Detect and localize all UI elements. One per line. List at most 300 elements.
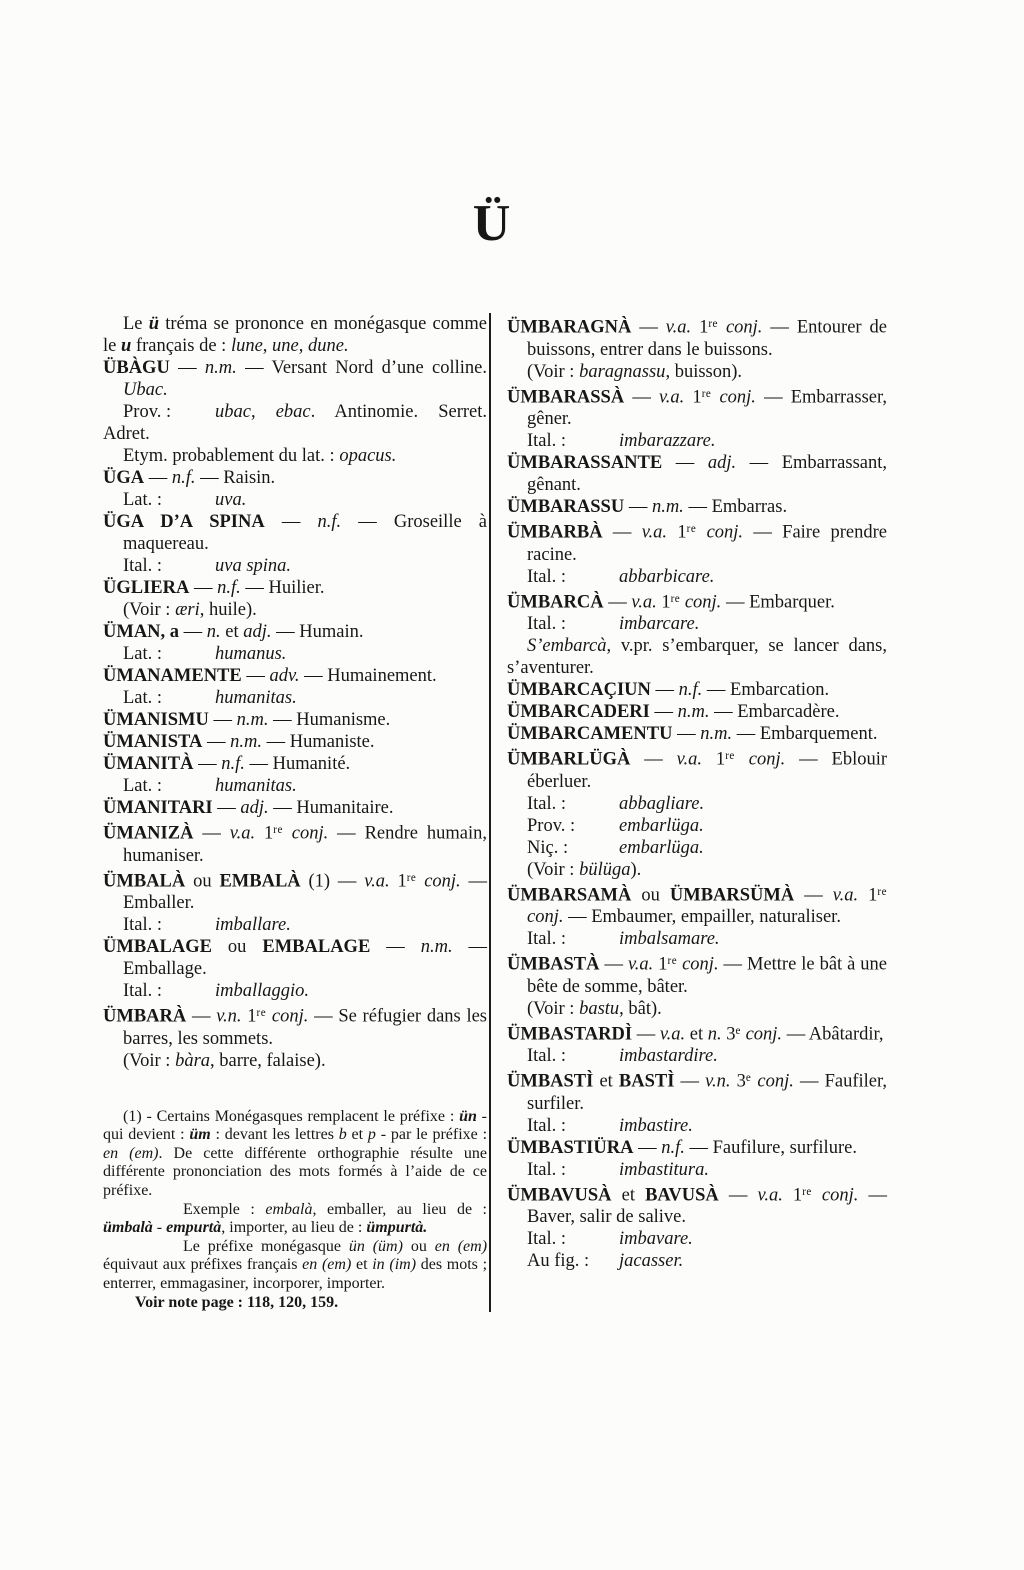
text-segment: v.a. [659, 1024, 686, 1045]
text-segment: Ital. : [527, 1229, 567, 1250]
text-segment: — [186, 1006, 217, 1027]
text-segment: Prov. : [123, 402, 172, 422]
text-segment: v.a. [832, 885, 859, 906]
text-segment: — [624, 387, 659, 408]
text-segment: conj. [291, 823, 329, 844]
headword: ÜMANIZÀ [103, 823, 194, 844]
dictionary-entry [103, 511, 487, 555]
text-segment: v.n. [216, 1006, 242, 1027]
left-column-entries [103, 313, 487, 1072]
text-segment: (1) — [300, 871, 365, 892]
text-segment: re [725, 750, 735, 763]
text-segment: empurtà [166, 1219, 222, 1237]
text-segment: n. [206, 622, 221, 642]
text-segment: — Baver, salir de salive. [527, 1185, 888, 1228]
text-segment: Voir note page : 118, 120, 159. [135, 1293, 339, 1311]
text-segment: re [686, 523, 697, 536]
text-segment: 1 [653, 954, 668, 975]
text-segment: et [611, 1185, 646, 1206]
text-segment: ü [148, 314, 160, 334]
text-segment: ou [631, 885, 670, 906]
text-segment: — Embarrassant, gênant. [527, 453, 888, 496]
text-segment: Ital. : [527, 614, 567, 635]
text-segment: v.a. [364, 871, 390, 892]
text-segment: — [794, 885, 833, 906]
text-segment [696, 523, 706, 543]
text-segment: conj. [821, 1185, 859, 1206]
text-segment: conj. [745, 1024, 783, 1045]
text-segment: : devant les lettres [210, 1126, 339, 1144]
text-segment: v.a. [658, 387, 685, 408]
text-segment: abbarbicare. [619, 566, 715, 587]
text-segment: — Embarcadère. [709, 702, 840, 723]
text-segment: conj. [424, 871, 461, 892]
text-segment: ümbalà [103, 1219, 153, 1237]
text-segment: uva spina. [215, 556, 292, 576]
text-segment: re [802, 1185, 812, 1198]
text-segment: — Humanité. [244, 754, 351, 774]
text-segment: — [144, 468, 172, 488]
text-segment: n.f. [171, 468, 196, 488]
dictionary-entry [103, 621, 487, 643]
dictionary-entry [507, 701, 887, 723]
headword: ÜMBARASSANTE [507, 453, 663, 474]
text-segment: BASTÌ [618, 1071, 675, 1092]
text-segment: embarlüga. [619, 815, 704, 836]
text-segment: 1 [702, 749, 726, 770]
dictionary-entry [507, 1020, 887, 1046]
text-segment: imbalsamare. [619, 929, 720, 950]
text-segment: Le préfixe monégasque [183, 1237, 349, 1255]
entry-detail-line [507, 635, 887, 679]
text-segment: — Faufiler, surfiler. [527, 1071, 888, 1114]
headword: ÜMANISTA [103, 732, 203, 752]
text-segment: imbastire. [619, 1115, 693, 1136]
text-segment: re [667, 955, 678, 968]
dictionary-entry [103, 819, 487, 867]
entry-detail-line [507, 1045, 887, 1067]
headword: ÜMBARÀ [103, 1006, 187, 1027]
text-segment: — [624, 497, 652, 518]
text-segment: Le [123, 314, 149, 334]
headword: ÜMBARAGNÀ [507, 317, 632, 338]
text-segment: ÜMBARSÜMÀ [669, 885, 795, 906]
text-segment: 1 [858, 885, 878, 906]
text-segment: — [630, 749, 677, 770]
text-segment [283, 824, 292, 844]
text-segment: re [670, 592, 681, 605]
text-segment: 1 [782, 1185, 803, 1206]
headword: ÜMBARASSU [507, 497, 625, 518]
text-segment: üm [189, 1126, 211, 1144]
text-segment: conj. [684, 592, 722, 613]
dictionary-entry [103, 709, 487, 731]
entry-detail-line [103, 687, 487, 709]
text-segment: — [602, 522, 642, 543]
text-segment: — [632, 1024, 660, 1045]
text-segment: Etym. probablement du lat. : [123, 446, 340, 466]
text-segment: imbastitura. [619, 1159, 709, 1180]
text-segment: n.m. [230, 732, 262, 752]
headword: ÜMANITARI [103, 798, 213, 818]
text-segment: , importer, au lieu de : [221, 1219, 367, 1237]
text-segment: Ital. : [527, 1115, 567, 1136]
text-segment: — [672, 724, 701, 745]
text-segment: baragnassu [579, 361, 666, 382]
text-segment: des mots ; enterrer, emmagasiner, incorporer, importer. [103, 1256, 488, 1292]
text-segment: imbarazzare. [619, 431, 716, 452]
text-segment: — Embarras. [683, 497, 788, 518]
footnote [103, 1108, 487, 1313]
dictionary-entry [103, 665, 487, 687]
text-segment: en (em) [103, 1144, 159, 1162]
text-segment: — [193, 754, 222, 774]
text-segment: Lat. : [123, 688, 163, 708]
text-segment: — Se réfugier dans les barres, les sommets. [123, 1006, 488, 1049]
text-segment: lune [230, 336, 263, 356]
text-segment: , [250, 402, 276, 422]
text-segment: — [599, 954, 628, 975]
text-segment: opacus. [339, 446, 397, 466]
text-segment: Niç. : [527, 837, 569, 858]
text-segment: conj. [706, 522, 744, 543]
text-segment: jacasser. [619, 1251, 684, 1272]
text-segment: 3 [721, 1024, 736, 1045]
text-segment: adj. [707, 453, 737, 474]
headword: ÜMBARASSÀ [507, 387, 625, 408]
entry-detail-line [103, 555, 487, 577]
dictionary-entry [103, 467, 487, 489]
text-segment: ou [402, 1237, 435, 1255]
text-segment: en (em) [434, 1237, 488, 1255]
dictionary-entry [103, 867, 487, 915]
section-letter-heading: Ü [472, 195, 512, 252]
text-segment: Exemple : [183, 1200, 266, 1218]
headword: ÜMBARCAÇIUN [507, 680, 651, 701]
text-segment: une [272, 336, 299, 356]
text-segment: humanitas. [215, 688, 297, 708]
text-segment: — Emballage. [123, 937, 488, 980]
entry-detail-line [103, 445, 487, 467]
entry-detail-line [103, 775, 487, 797]
text-segment: - par le préfixe : [375, 1126, 488, 1144]
text-segment: adj. [240, 798, 269, 818]
text-segment: embarlüga. [619, 837, 704, 858]
text-segment: (Voir : [123, 1050, 176, 1071]
text-segment: — [208, 710, 237, 730]
text-segment: — [264, 512, 318, 532]
dictionary-entry [507, 588, 887, 614]
entry-detail-line [507, 1250, 887, 1272]
text-segment: (Voir : [123, 600, 176, 620]
text-segment: ün [459, 1107, 477, 1125]
text-segment: , barre, falaise). [210, 1050, 326, 1071]
entry-detail-line [507, 1159, 887, 1181]
entry-detail-line [507, 361, 887, 383]
text-segment: — Raisin. [195, 468, 276, 488]
footnote-paragraph [103, 1108, 487, 1201]
text-segment: v.a. [229, 823, 256, 844]
text-segment: re [877, 885, 888, 898]
text-segment: , emballer, au lieu de : [312, 1200, 487, 1218]
footnote-page-reference [103, 1294, 487, 1313]
headword: ÜMBASTÀ [507, 954, 600, 975]
entry-detail-line [103, 1050, 487, 1072]
entry-detail-line [507, 815, 887, 837]
text-segment: 1 [667, 522, 687, 543]
text-segment: — Huilier. [240, 578, 325, 598]
text-segment: , v.pr. s’embarquer, se lancer dans, s’aventurer. [507, 636, 887, 679]
text-segment: imbavare. [619, 1229, 693, 1250]
text-segment: ümpurtà. [366, 1219, 428, 1237]
text-segment: b [338, 1126, 347, 1144]
text-segment: v.a. [676, 749, 703, 770]
footnote-paragraph [103, 1201, 487, 1238]
text-segment: . De cette différente orthographie résulte une différente prononciation des mots formés à l’aide de ce préfixe. [103, 1144, 487, 1200]
text-segment: conj. [725, 317, 763, 338]
text-segment: français de : [131, 336, 231, 356]
text-segment: conj. [719, 387, 756, 408]
text-segment: (Voir : [527, 998, 580, 1019]
text-segment: re [273, 824, 283, 836]
text-segment: (1) - Certains Monégasques remplacent le préfixe : [123, 1107, 460, 1125]
headword: ÜMBASTARDÌ [507, 1024, 633, 1045]
text-segment: — [370, 937, 421, 958]
text-segment: — [212, 798, 241, 818]
text-segment: in (im) [372, 1256, 417, 1274]
text-segment: — Faufilure, surfilure. [684, 1137, 857, 1158]
text-segment: v.a. [631, 592, 657, 613]
text-segment: — Emballer. [123, 871, 488, 914]
text-segment: — Rendre humain, humaniser. [123, 823, 488, 866]
text-segment: Lat. : [123, 644, 163, 664]
text-segment: ün (üm) [348, 1237, 403, 1255]
dictionary-entry [507, 950, 887, 998]
text-segment: Lat. : [123, 776, 163, 796]
text-segment: humanitas. [215, 776, 297, 796]
entry-detail-line [103, 643, 487, 665]
headword: ÜGA [103, 468, 145, 488]
text-segment: — [179, 622, 207, 642]
text-segment: Ital. : [527, 566, 567, 587]
text-segment: — [189, 578, 218, 598]
text-segment: — Humanitaire. [268, 798, 394, 818]
text-segment: 1 [691, 317, 709, 338]
text-columns [103, 313, 887, 1312]
text-segment: 1 [255, 823, 274, 844]
dictionary-entry [103, 1002, 487, 1050]
text-segment: — Humain. [271, 622, 364, 642]
text-segment: Ital. : [527, 1046, 567, 1067]
text-segment: dune. [308, 336, 349, 356]
text-segment: , [298, 336, 309, 356]
text-segment: conj. [271, 1006, 309, 1027]
dictionary-entry [507, 1181, 887, 1229]
text-segment: — Embarquer. [721, 592, 835, 613]
text-segment: conj. [682, 954, 719, 975]
text-segment: — Entourer de buissons, entrer dans le buissons. [527, 317, 888, 360]
dictionary-entry [507, 383, 887, 431]
text-segment: ebac [275, 402, 311, 422]
text-segment: — Embaumer, empailler, naturaliser. [563, 907, 841, 928]
text-segment: S’embarcà [527, 636, 607, 657]
text-segment: n.m. [677, 702, 710, 723]
headword: ÜMBARSAMÀ [507, 885, 632, 906]
text-segment: 1 [656, 592, 671, 613]
text-segment: bülüga [579, 859, 631, 880]
text-segment [735, 750, 749, 770]
text-segment: — Humaniste. [261, 732, 375, 752]
headword: ÜMBALÀ [103, 871, 186, 892]
footnote-paragraph [103, 1238, 487, 1294]
entry-detail-line [103, 489, 487, 511]
headword: ÜGLIERA [103, 578, 190, 598]
text-segment: n.f. [317, 512, 342, 532]
text-segment: n.f. [221, 754, 245, 774]
text-segment: (Voir : [527, 361, 580, 382]
text-segment: - [152, 1219, 167, 1237]
text-segment [718, 318, 726, 338]
text-segment: Ital. : [123, 556, 163, 576]
text-segment: e [745, 1072, 752, 1085]
text-segment: Ital. : [527, 929, 567, 950]
text-segment: v.a. [641, 522, 668, 543]
text-segment: n. [707, 1024, 722, 1045]
text-segment: et [351, 1256, 373, 1274]
text-segment: p [367, 1126, 376, 1144]
text-segment: v.a. [757, 1185, 783, 1206]
dictionary-entry [507, 745, 887, 793]
text-segment: — Abâtardir, [782, 1024, 884, 1045]
text-segment: — Humanisme. [268, 710, 391, 730]
headword: ÜMBASTÌ [507, 1071, 594, 1092]
text-segment: Ital. : [123, 915, 163, 936]
headword: ÜMBARCAMENTU [507, 724, 673, 745]
text-segment: imballare. [215, 915, 291, 936]
text-segment: — [241, 666, 270, 686]
text-segment: — [718, 1185, 758, 1206]
text-segment: en (em) [302, 1256, 352, 1274]
text-segment: , bât). [619, 998, 662, 1019]
headword: ÜMBALAGE [103, 937, 212, 958]
text-segment: conj. [527, 907, 564, 928]
text-segment: , huile). [199, 600, 257, 620]
text-segment: 3 [730, 1071, 746, 1092]
text-segment: , buisson). [665, 361, 743, 382]
entry-detail-line [507, 613, 887, 635]
text-segment: uva. [215, 490, 247, 510]
entry-detail-line [507, 566, 887, 588]
text-segment: Ubac. [123, 380, 168, 400]
text-segment: n.m. [204, 358, 237, 378]
headword: ÜMBARCADERI [507, 702, 650, 723]
text-segment: conj. [757, 1071, 794, 1092]
entry-detail-line [507, 430, 887, 452]
text-segment: . Antinomie. Serret. Adret. [103, 402, 487, 444]
text-segment: Prov. : [527, 815, 576, 836]
entry-detail-line [507, 1228, 887, 1250]
text-segment: n.m. [651, 497, 684, 518]
text-segment: — [603, 592, 632, 613]
text-segment: humanus. [215, 644, 287, 664]
text-segment: 1 [241, 1006, 257, 1027]
text-segment: 1 [684, 387, 702, 408]
dictionary-entry [507, 518, 887, 566]
headword: ÜMANISMU [103, 710, 209, 730]
entry-detail-line [103, 599, 487, 621]
intro-paragraph [103, 313, 487, 357]
text-segment: Au fig. : [527, 1251, 590, 1272]
text-segment: (Voir : [527, 859, 580, 880]
text-segment: conj. [748, 749, 786, 770]
text-segment: — Embarquement. [732, 724, 878, 745]
text-segment: Ital. : [123, 981, 163, 1002]
entry-detail-line [103, 401, 487, 445]
text-segment: — [202, 732, 231, 752]
text-segment: et [593, 1071, 619, 1092]
text-segment: — [674, 1071, 706, 1092]
headword: ÜMANITÀ [103, 754, 194, 774]
text-segment: æri [175, 600, 200, 620]
text-segment: tréma se prononce en monégasque comme le [103, 314, 487, 356]
text-segment: n.m. [700, 724, 733, 745]
entry-detail-line [507, 998, 887, 1020]
text-segment: — Embarcation. [702, 680, 830, 701]
text-segment: v.n. [705, 1071, 731, 1092]
text-segment [812, 1185, 822, 1205]
text-segment: re [256, 1007, 267, 1020]
text-segment: — Groseille à maquereau. [123, 512, 488, 554]
dictionary-entry [103, 936, 487, 980]
text-segment: — [649, 702, 678, 723]
headword: ÜMBARLÜGÀ [507, 749, 631, 770]
dictionary-entry [103, 357, 487, 401]
text-segment: et [220, 622, 244, 642]
text-segment: — [169, 358, 205, 378]
text-segment: 1 [389, 871, 407, 892]
text-segment: — Faire prendre racine. [527, 522, 887, 565]
dictionary-entry [507, 679, 887, 701]
text-segment: - qui devient : [103, 1107, 488, 1144]
headword: ÜGA D’A SPINA [103, 512, 265, 532]
text-segment: imbarcare. [619, 614, 700, 635]
text-segment: et [685, 1024, 708, 1045]
text-segment: e [735, 1024, 741, 1037]
text-segment: n.m. [420, 937, 453, 958]
entry-detail-line [507, 928, 887, 950]
entry-detail-line [507, 859, 887, 881]
dictionary-entry [103, 577, 487, 599]
text-segment: embalà [265, 1200, 313, 1218]
dictionary-entry [507, 313, 887, 361]
text-segment: Ital. : [527, 1159, 567, 1180]
entry-detail-line [507, 793, 887, 815]
dictionary-entry [507, 496, 887, 518]
right-column [491, 313, 887, 1272]
text-segment: — [633, 1137, 662, 1158]
entry-detail-line [507, 837, 887, 859]
headword: ÜBÀGU [103, 358, 170, 378]
text-segment: — Versant Nord d’une colline. [236, 358, 488, 378]
text-segment: imballaggio. [215, 981, 310, 1002]
dictionary-entry [507, 723, 887, 745]
text-segment: n.m. [236, 710, 269, 730]
text-segment: Ital. : [527, 793, 567, 814]
text-segment: abbagliare. [619, 793, 705, 814]
text-segment: v.a. [665, 317, 692, 338]
dictionary-entry [103, 753, 487, 775]
entry-detail-line [507, 1115, 887, 1137]
